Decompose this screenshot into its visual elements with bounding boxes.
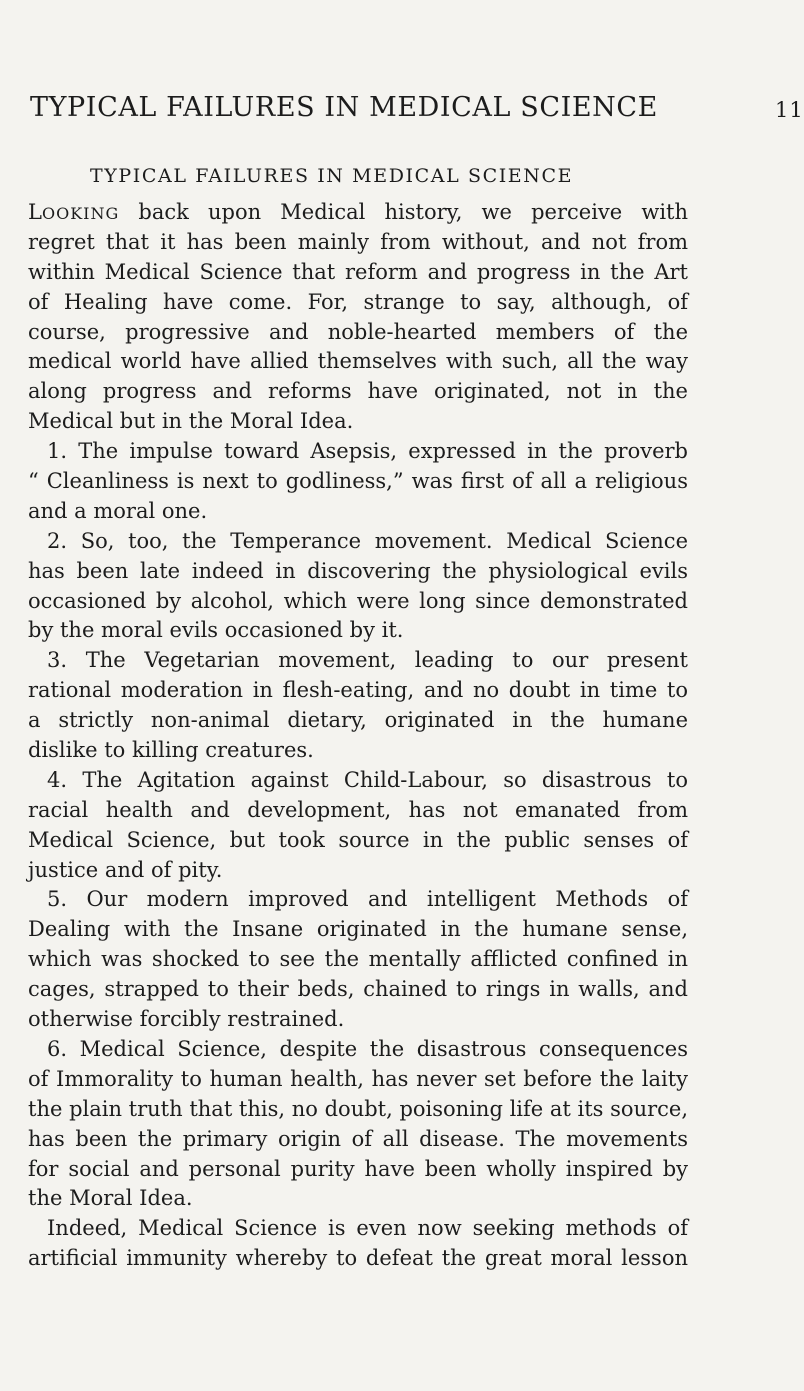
text-line: Medical Science, but took source in the public senses of xyxy=(28,827,688,852)
text-line: course, progressive and noble-hearted members of the xyxy=(28,319,688,344)
text-line: rational moderation in flesh-eating, and no doubt in time to xyxy=(28,678,688,703)
text-line: and a moral one. xyxy=(28,498,208,523)
text-line: 4. The Agitation against Child-Labour, so disastrous to xyxy=(47,767,688,792)
text-line: of Healing have come. For, strange to say, although, of xyxy=(28,289,688,314)
text-line: along progress and reforms have originated, not in the xyxy=(28,379,688,404)
text-line: a strictly non-animal dietary, originated in the humane xyxy=(28,708,688,733)
page-number: 11 xyxy=(775,98,804,122)
text-line: the plain truth that this, no doubt, poisoning life at its source, xyxy=(28,1096,688,1121)
text-line: medical world have allied themselves with such, all the way xyxy=(28,349,688,374)
text-line: otherwise forcibly restrained. xyxy=(28,1007,345,1032)
text-line: by the moral evils occasioned by it. xyxy=(28,618,404,643)
text-line: cages, strapped to their beds, chained to rings in walls, and xyxy=(28,977,688,1002)
body-text xyxy=(0,198,800,1274)
chapter-title: TYPICAL FAILURES IN MEDICAL SCIENCE xyxy=(90,165,574,187)
text-line: occasioned by alcohol, which were long since demonstrated xyxy=(28,588,688,613)
text-line-1 xyxy=(0,198,688,228)
text-line: of Immorality to human health, has never set before the laity xyxy=(28,1066,688,1091)
line-text: back upon Medical history, we perceive with xyxy=(119,200,688,224)
text-line: Medical but in the Moral Idea. xyxy=(28,409,354,434)
running-title: TYPICAL FAILURES IN MEDICAL SCIENCE xyxy=(30,92,658,123)
text-line: Indeed, Medical Science is even now seeking methods of xyxy=(47,1216,688,1241)
text-line: 5. Our modern improved and intelligent Methods of xyxy=(47,887,688,912)
text-line: within Medical Science that reform and progress in the Art xyxy=(28,259,688,284)
text-line: dislike to killing creatures. xyxy=(28,738,314,763)
text-line: artificial immunity whereby to defeat the great moral lesson xyxy=(28,1246,688,1271)
running-head xyxy=(30,92,804,126)
text-line: 1. The impulse toward Asepsis, expressed in the proverb xyxy=(47,439,688,464)
text-line: justice and of pity. xyxy=(28,857,223,882)
text-line: 6. Medical Science, despite the disastrous consequences xyxy=(47,1036,688,1061)
text-line: Dealing with the Insane originated in the humane sense, xyxy=(28,917,688,942)
text-line: has been late indeed in discovering the physiological evils xyxy=(28,558,688,583)
text-line: has been the primary origin of all disease. The movements xyxy=(28,1126,688,1151)
text-line: 2. So, too, the Temperance movement. Medical Science xyxy=(47,528,688,553)
text-line: for social and personal purity have been wholly inspired by xyxy=(28,1156,688,1181)
text-line: the Moral Idea. xyxy=(28,1186,193,1211)
text-line: regret that it has been mainly from without, and not from xyxy=(28,229,688,254)
text-line: 3. The Vegetarian movement, leading to our present xyxy=(47,648,688,673)
text-line: “ Cleanliness is next to godliness,” was first of all a religious xyxy=(28,469,688,494)
text-line: racial health and development, has not emanated from xyxy=(28,797,688,822)
text-line: which was shocked to see the mentally afflicted confined in xyxy=(28,947,688,972)
small-caps-word: OOKING xyxy=(41,204,120,223)
drop-letter: L xyxy=(28,200,42,224)
